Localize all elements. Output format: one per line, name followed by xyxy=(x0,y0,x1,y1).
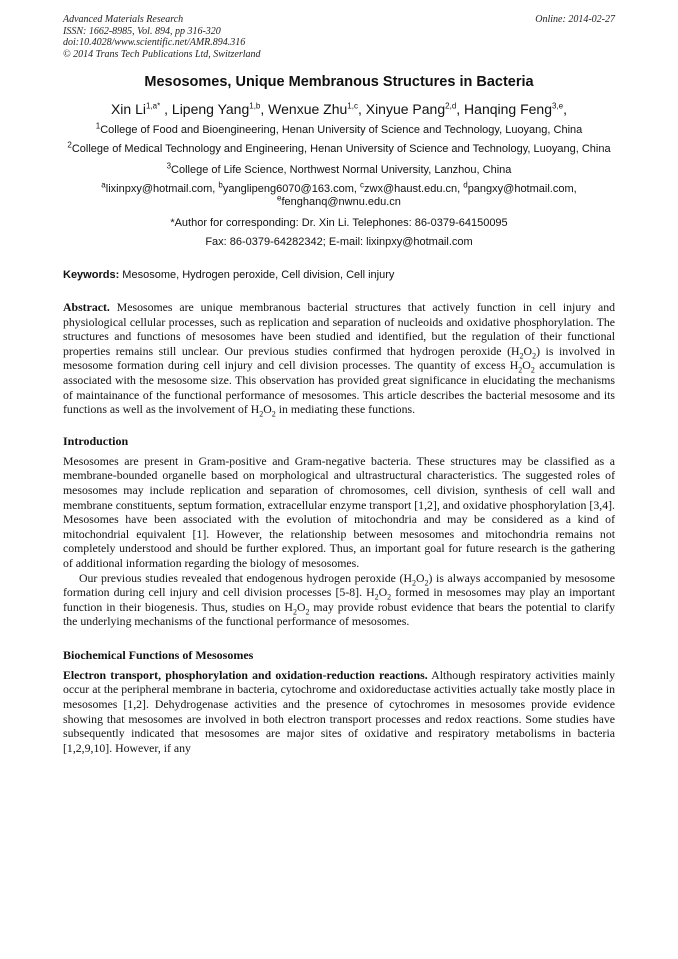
correspondence-line: *Author for corresponding: Dr. Xin Li. Telephones: 86-0379-64150095 xyxy=(170,217,508,229)
author: Hanqing Feng$^{3,e}$, xyxy=(464,101,568,117)
abstract: Abstract. Mesosomes are unique membranous bacterial structures that actively function in cell injury and physiological cellular processes, such as replication and separation of nucleoids and oxidative phosphorylation. The structures and functions of mesosomes have been studied and identified, but the regulation of their functional properties remains still unclear. Our previous studies confirmed that hydrogen peroxide $(H_2O_2)$ is involved in mesosome formation during cell injury and cell division processes. The quantity of excess $H_2O_2$ accumulation is associated with the mesosome size. This observation has provided great significance in elucidating the mechanisms of maintainance of the functional performance of mesosomes. This article describes the bacterial mesosome and its functions as well as the involvement of $H_2O_2$ in mediating these functions. xyxy=(63,300,615,419)
author: Xin $Li^{1,a*}$ , xyxy=(110,101,172,117)
author-emails: $^a$lixinpxy@hotmail.com, $^b$yanglipeng6070@163.com, $^c$zwx@haust.edu.cn, $^d$pangxy@hotmail.com, $^e$fenghanq@nwnu.edu.cn xyxy=(101,180,577,208)
copyright-line: © 2014 Trans Tech Publications Ltd, Switzerland xyxy=(63,48,261,60)
email-link[interactable]: zwx@haust.edu.cn, xyxy=(364,183,464,195)
introduction-paragraph-1: Mesosomes are present in Gram-positive and Gram-negative bacteria. These structures may be classified as a membrane-bounded organelle based on morphological and ultrastructural characteristics. The suggested roles of mesosomes may include replication and separation of chromosomes, cell division, synthesis of cell wall and membrane constituents, septum formation, extracellular enzyme transport [1,2], and oxidative phosphorylation [3,4]. Mesosomes have been associated with the evolution of mitochondria and may be considered as a kind of mitochondrial equivalent [1]. However, the relationship between mesosomes and mitochondria remains not completely understood and should be further explored. Thus, an important goal for future research is the gathering of additional information regarding the biology of mesosomes. xyxy=(63,453,615,570)
introduction-paragraph-2: Our previous studies revealed that endogenous hydrogen peroxide $(H_2O_2)$ is always accompanied by mesosome formation during cell injury and cell division processes [5-8]. $H_2O_2$ formed in mesosomes may play an important function in their biogenesis. Thus, studies on $H_2O_2$ may provide robust evidence that bears the potential to clarify the underlying mechanisms of the functional performance of mesosomes. xyxy=(63,570,616,629)
biochemical-functions-heading: Biochemical Functions of Mesosomes xyxy=(63,647,254,662)
biochemical-paragraph: Electron transport, phosphorylation and oxidation-reduction reactions. Although respiratory activities mainly occur at the peripheral membrane in bacteria, cytochrome and oxidoreductase activities actually take mostly place in mesosomes [1,2]. Dehydrogenase activities and the presence of cytochromes in mesosomes provide evidence showing that mesosomes are involved in both electron transport processes and redox reactions. Some studies have subsequently indicated that mesosomes are major sites of oxidative and respiratory metabolisms in bacteria [1,2,9,10]. However, if any xyxy=(63,667,615,755)
affiliation-2: $^2$College of Medical Technology and Engineering, Henan University of Science and Technology, Luoyang, China xyxy=(67,140,611,155)
email-link[interactable]: lixinpxy@hotmail.com, xyxy=(105,183,219,195)
journal-name: Advanced Materials Research xyxy=(63,14,184,25)
affiliation-1: $^1$College of Food and Bioengineering, Henan University of Science and Technology, Luoyang, China xyxy=(95,121,583,136)
abstract-label: Abstract. xyxy=(63,300,110,314)
email-link[interactable]: yanglipeng6070@163.com, xyxy=(222,183,361,195)
author: Wenxue Zhu$^{1,c}$, xyxy=(268,101,366,117)
keywords-label: Keywords: xyxy=(63,269,120,281)
paper-title: Mesosomes, Unique Membranous Structures in Bacteria xyxy=(144,74,534,90)
author: Lipeng Yang$^{1,b}$, xyxy=(171,101,269,117)
runin-heading: Electron transport, phosphorylation and oxidation-reduction reactions. xyxy=(63,667,428,682)
online-date: Online: 2014-02-27 xyxy=(535,14,615,25)
email-link[interactable]: fenghanq@nwnu.edu.cn xyxy=(281,196,401,208)
doi-line: doi:10.4028/www.scientific.net/AMR.894.316 xyxy=(63,37,246,48)
email-link[interactable]: pangxy@hotmail.com, xyxy=(467,183,577,195)
keywords-text: Mesosome, Hydrogen peroxide, Cell division, Cell injury xyxy=(119,269,395,281)
contact-line: Fax: 86-0379-64282342; E-mail: lixinpxy@hotmail.com xyxy=(205,236,473,248)
author-list xyxy=(63,100,615,118)
issn-line: ISSN: 1662-8985, Vol. 894, pp 316-320 xyxy=(63,25,221,37)
affiliation-3: $^3$College of Life Science, Northwest Normal University, Lanzhou, China xyxy=(166,161,512,176)
introduction-heading: Introduction xyxy=(63,433,129,448)
author: Xinyue Pang$^{2,d}$, xyxy=(365,101,465,117)
journal-header xyxy=(63,14,615,60)
keywords xyxy=(63,268,615,282)
